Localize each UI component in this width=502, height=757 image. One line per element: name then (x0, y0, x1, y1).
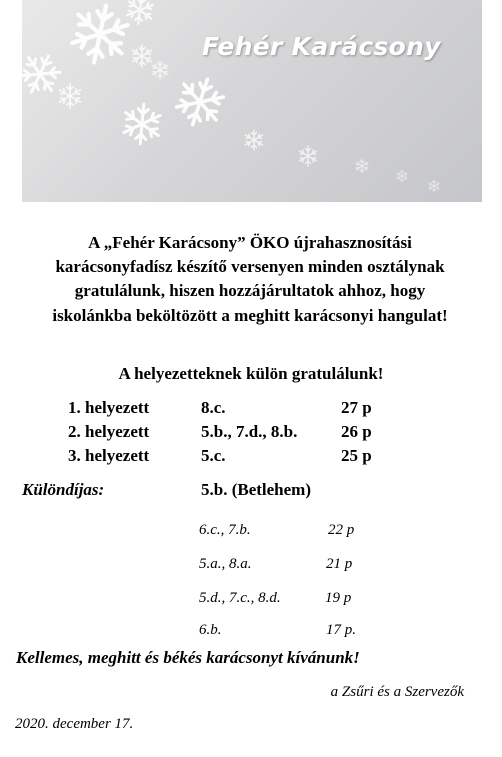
signature: a Zsűri és a Szervezők (330, 684, 464, 700)
placement-points: 26 p (341, 422, 372, 441)
special-prize-label: Különdíjas: (22, 480, 105, 499)
closing-wish: Kellemes, meghitt és békés karácsonyt kívánunk! (16, 648, 360, 667)
placement-rank: 3. helyezett (68, 446, 150, 465)
special-prize-value: 5.b. (Betlehem) (201, 480, 312, 499)
placement-rank: 1. helyezett (68, 398, 150, 417)
congrats-heading: A helyezetteknek külön gratulálunk! (118, 364, 384, 383)
placement-classes: 8.c. (201, 398, 226, 417)
placement-classes: 5.b., 7.d., 8.b. (201, 422, 298, 441)
other-result-points: 21 p (326, 556, 353, 572)
other-result-classes: 6.c., 7.b. (199, 522, 251, 538)
placement-classes: 5.c. (201, 446, 226, 465)
other-result-points: 22 p (328, 522, 355, 538)
other-result-classes: 5.a., 8.a. (199, 556, 252, 572)
date: 2020. december 17. (15, 716, 134, 732)
banner-title: Fehér Karácsony (202, 32, 441, 61)
other-result-points: 17 p. (326, 622, 356, 638)
placement-rank: 2. helyezett (68, 422, 150, 441)
other-result-classes: 6.b. (199, 622, 222, 638)
other-result-classes: 5.d., 7.c., 8.d. (199, 590, 281, 606)
placement-points: 27 p (341, 398, 372, 417)
placement-points: 25 p (341, 446, 372, 465)
intro-text: A „Fehér Karácsony” ÖKO újrahasznosítási karácsonyfadísz készítő versenyen minden osztálynak gratulálunk, hiszen hozzájárultatok ahhoz, hogy iskolánkba beköltözött a meghitt karácsonyi hangulat! (52, 233, 448, 325)
other-result-points: 19 p (325, 590, 352, 606)
